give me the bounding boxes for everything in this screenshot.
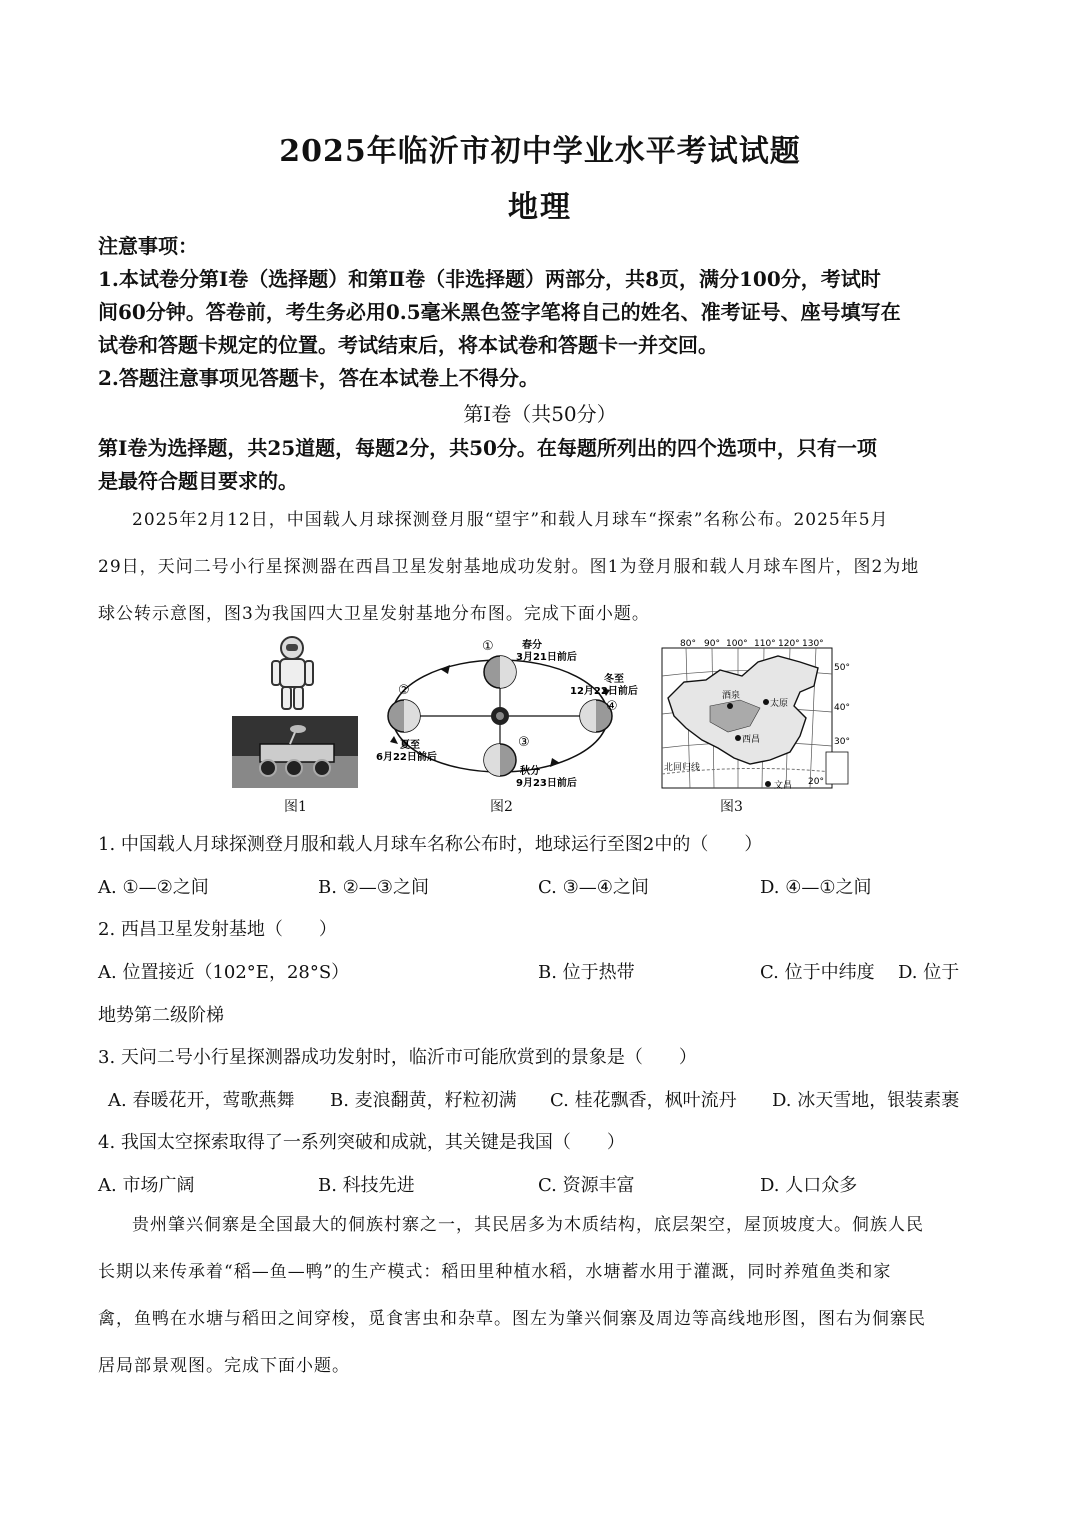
map-lat-40: 40° (834, 703, 850, 713)
launch-sites-map (650, 636, 855, 796)
section-desc-line-1: 第Ⅰ卷为选择题，共25道题，每题2分，共50分。在每题所列出的四个选项中，只有一项 (98, 436, 877, 460)
question-2: 2. 西昌卫星发射基地（ ） (98, 919, 337, 940)
map-lon-130: 130° (802, 639, 824, 649)
q3-option-a[interactable]: A. 春暖花开，莺歌燕舞 (108, 1090, 295, 1111)
notice-heading: 注意事项： (98, 234, 198, 258)
taiyuan-marker (763, 699, 769, 705)
map-lon-100: 100° (726, 639, 748, 649)
passage2-line-1: 贵州肇兴侗寨是全国最大的侗族村寨之一，其民居多为木质结构，底层架空，屋顶坡度大。侗族人民 (132, 1215, 924, 1235)
orbit-label-autumn: 秋分 (520, 766, 540, 777)
passage1-line-1: 2025年2月12日，中国载人月球探测登月服“望宇”和载人月球车“探索”名称公布。2025年5月 (132, 510, 889, 530)
south-sea-inset (826, 752, 848, 784)
q4-option-a[interactable]: A. 市场广阔 (98, 1175, 195, 1196)
question-3: 3. 天问二号小行星探测器成功发射时，临沂市可能欣赏到的景象是（ ） (98, 1047, 697, 1068)
q3-option-c[interactable]: C. 桂花飘香，枫叶流丹 (550, 1090, 737, 1111)
q4-option-c[interactable]: C. 资源丰富 (538, 1175, 635, 1196)
section-desc-line-2: 是最符合题目要求的。 (98, 469, 298, 493)
orbit-label-summer: 夏至 (400, 740, 420, 751)
q1-option-c[interactable]: C. ③—④之间 (538, 877, 649, 898)
q2-option-d[interactable]: D. 位于 (898, 962, 960, 983)
section-heading: 第Ⅰ卷（共50分） (463, 402, 617, 426)
notice-line-3: 试卷和答题卡规定的位置。考试结束后，将本试卷和答题卡一并交回。 (98, 333, 718, 357)
map-lat-30: 30° (834, 737, 850, 747)
map-jiuquan: 酒泉 (722, 691, 741, 701)
q1-option-b[interactable]: B. ②—③之间 (318, 877, 429, 898)
earth-orbit-diagram (370, 636, 640, 796)
notice-line-4: 2.答题注意事项见答题卡，答在本试卷上不得分。 (98, 366, 539, 390)
figure-3 (650, 636, 855, 796)
map-xichang: 西昌 (742, 735, 761, 745)
subject-title: 地理 (508, 190, 572, 225)
figure-1 (230, 632, 360, 792)
jiuquan-marker (727, 703, 733, 709)
figure-2-caption: 图2 (490, 799, 513, 815)
q2-option-b[interactable]: B. 位于热带 (538, 962, 635, 983)
q3-option-b[interactable]: B. 麦浪翻黄，籽粒初满 (330, 1090, 517, 1111)
map-taiyuan: 太原 (770, 699, 789, 709)
orbit-label-winter-date: 12月22日前后 (570, 686, 638, 697)
map-tropic-label: 北回归线 (664, 763, 701, 773)
passage1-line-2: 29日，天问二号小行星探测器在西昌卫星发射基地成功发射。图1为登月服和载人月球车图片，图2为地 (98, 557, 920, 577)
orbit-label-3: ③ (518, 735, 530, 750)
q1-option-d[interactable]: D. ④—①之间 (760, 877, 872, 898)
figure-1-caption: 图1 (284, 799, 307, 815)
q3-option-d[interactable]: D. 冰天雪地，银装素裹 (772, 1090, 960, 1111)
q4-option-b[interactable]: B. 科技先进 (318, 1175, 415, 1196)
q2-option-d-continued: 地势第二级阶梯 (98, 1005, 224, 1026)
wenchang-marker (765, 781, 771, 787)
xichang-marker (735, 735, 741, 741)
q4-option-d[interactable]: D. 人口众多 (760, 1175, 858, 1196)
passage2-line-3: 禽，鱼鸭在水塘与稻田之间穿梭，觅食害虫和杂草。图左为肇兴侗寨及周边等高线地形图，图右为侗寨民 (98, 1309, 926, 1329)
orbit-label-autumn-date: 9月23日前后 (516, 778, 577, 789)
figure-2 (370, 636, 640, 796)
orbit-label-summer-date: 6月22日前后 (376, 752, 437, 763)
question-4: 4. 我国太空探索取得了一系列突破和成就，其关键是我国（ ） (98, 1132, 625, 1153)
map-lat-20: 20° (808, 777, 824, 787)
map-lon-120: 120° (778, 639, 800, 649)
q1-option-a[interactable]: A. ①—②之间 (98, 877, 209, 898)
notice-line-1: 1.本试卷分第Ⅰ卷（选择题）和第Ⅱ卷（非选择题）两部分，共8页，满分100分，考试时 (98, 267, 881, 291)
question-1: 1. 中国载人月球探测登月服和载人月球车名称公布时，地球运行至图2中的（ ） (98, 834, 763, 855)
passage2-line-4: 居局部景观图。完成下面小题。 (98, 1356, 350, 1376)
passage-space (98, 497, 978, 638)
map-lon-90: 90° (704, 639, 720, 649)
orbit-label-2: ② (398, 683, 410, 698)
passage-dong-village (98, 1202, 978, 1390)
map-lon-110: 110° (754, 639, 776, 649)
orbit-label-spring-date: 3月21日前后 (516, 652, 577, 663)
notice-block (98, 230, 988, 395)
passage2-line-2: 长期以来传承着“稻—鱼—鸭”的生产模式：稻田里种植水稻，水塘蓄水用于灌溉，同时养殖鱼类和家 (98, 1262, 892, 1282)
section-description (98, 432, 978, 498)
q2-option-c[interactable]: C. 位于中纬度 (760, 962, 875, 983)
map-lat-50: 50° (834, 663, 850, 673)
orbit-label-1: ① (482, 639, 494, 654)
exam-title: 2025年临沂市初中学业水平考试试题 (279, 134, 801, 169)
passage1-line-3: 球公转示意图，图3为我国四大卫星发射基地分布图。完成下面小题。 (98, 604, 650, 624)
orbit-label-winter: 冬至 (604, 674, 624, 685)
notice-line-2: 间60分钟。答卷前，考生务必用0.5毫米黑色签字笔将自己的姓名、准考证号、座号填写在 (98, 300, 901, 324)
q2-option-a[interactable]: A. 位置接近（102°E，28°S） (98, 962, 350, 983)
orbit-label-4: ④ (606, 699, 618, 714)
spacesuit-rover-image (230, 632, 360, 792)
orbit-label-spring: 春分 (522, 640, 542, 651)
map-wenchang: 文昌 (774, 781, 793, 791)
figure-3-caption: 图3 (720, 799, 743, 815)
map-lon-80: 80° (680, 639, 696, 649)
